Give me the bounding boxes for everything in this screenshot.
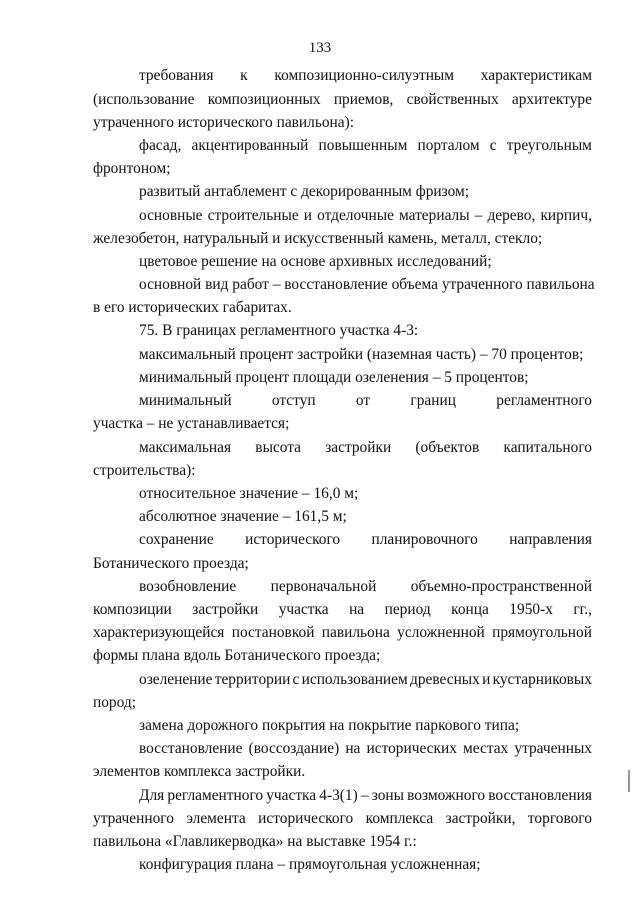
word: минимальный (139, 392, 232, 409)
text-line: железобетон, натуральный и искусственный камень, металл, стекло; (93, 230, 543, 247)
word: фасад, (139, 137, 182, 154)
word: регламентного (167, 787, 264, 804)
text-line (93, 601, 592, 619)
text-line (139, 207, 592, 225)
word: дерево, (487, 207, 536, 224)
text-line: фронтоном; (93, 160, 171, 177)
text-line: павильона «Главликерводка» на выставке 1954 г.: (93, 833, 417, 850)
word: и (303, 207, 313, 224)
word: павильона (321, 624, 390, 641)
word: утраченных (514, 740, 592, 757)
text-line: максимальный процент застройки (наземная часть) – 70 процентов; (139, 346, 584, 363)
word: утраченного (93, 810, 174, 827)
word: гг., (573, 601, 592, 618)
word: с (489, 137, 497, 154)
word: приемов, (333, 91, 394, 108)
word: треугольным (506, 137, 592, 154)
word: исторического (258, 810, 354, 827)
word: композиции (93, 601, 172, 618)
word: 4-3(1) (319, 787, 358, 804)
text-line (139, 439, 592, 457)
text-line: участка – не устанавливается; (93, 415, 290, 432)
text-line (139, 671, 592, 689)
word: высота (255, 439, 301, 456)
text-line: утраченного исторического павильона): (93, 114, 355, 131)
text-line: Ботанического проезда; (93, 555, 249, 572)
word: композиционно-силуэтным (274, 67, 455, 84)
word: комплекса (365, 810, 434, 827)
word: с (292, 671, 300, 688)
word: возобновление (139, 578, 237, 595)
text-line: конфигурация плана – прямоугольная усложненная; (139, 856, 481, 873)
word: на (345, 740, 361, 757)
word: застройки (325, 439, 392, 456)
word: первоначальной (270, 578, 377, 595)
word: 1950-х (509, 601, 553, 618)
text-line (139, 67, 592, 85)
word: исторического (245, 531, 341, 548)
word: древесных (409, 671, 480, 688)
text-line: развитый антаблемент с декорированным фризом; (139, 183, 470, 200)
word: конца (451, 601, 489, 618)
text-line: 75. В границах регламентного участка 4-3: (139, 322, 419, 339)
text-line: пород; (93, 694, 136, 711)
word: архитектуре (511, 91, 592, 108)
word: использованием (301, 671, 408, 688)
word: порталом (417, 137, 480, 154)
word: восстановления (488, 787, 592, 804)
word: – (360, 787, 369, 804)
text-line (93, 810, 592, 828)
word: зоны (371, 787, 404, 804)
word: регламентного (496, 392, 592, 409)
word: исторических (366, 740, 457, 757)
word: постановкой (231, 624, 315, 641)
word: Для (139, 787, 165, 804)
text-line (139, 740, 592, 758)
word: строительные (207, 207, 299, 224)
word: композиционных (207, 91, 321, 108)
word: отделочные (317, 207, 394, 224)
word: застройки, (445, 810, 516, 827)
word: кустарниковых (492, 671, 592, 688)
word: восстановление (139, 740, 243, 757)
text-line: относительное значение – 16,0 м; (139, 485, 359, 502)
text-line: замена дорожного покрытия на покрытие паркового типа; (139, 717, 520, 734)
word: – (474, 207, 483, 224)
text-line: основной вид работ – восстановление объема утраченного павильона (139, 276, 595, 293)
text-line (93, 624, 592, 642)
word: элемента (186, 810, 246, 827)
text-line (139, 531, 592, 549)
scan-margin-mark (628, 770, 630, 792)
word: капитального (503, 439, 592, 456)
word: к (240, 67, 248, 84)
text-line (93, 91, 592, 109)
word: направления (509, 531, 592, 548)
word: застройки (192, 601, 259, 618)
word: местах (463, 740, 509, 757)
word: (воссоздание) (248, 740, 340, 757)
word: сохранение (139, 531, 214, 548)
word: планировочного (371, 531, 478, 548)
text-line: строительства): (93, 462, 196, 479)
text-line (139, 787, 592, 805)
text-line: минимальный процент площади озеленения – 5 процентов; (139, 369, 529, 386)
word: кирпич, (540, 207, 592, 224)
word: участка (266, 787, 317, 804)
word: объемно-пространственной (410, 578, 592, 595)
word: на (349, 601, 365, 618)
word: возможного (407, 787, 486, 804)
word: повышенным (318, 137, 408, 154)
word: участка (278, 601, 329, 618)
word: отступ (271, 392, 316, 409)
word: озеленение (139, 671, 213, 688)
word: период (384, 601, 431, 618)
text-line: цветовое решение на основе архивных исследований; (139, 253, 492, 270)
word: основные (139, 207, 203, 224)
text-line (139, 392, 592, 410)
word: акцентированный (191, 137, 309, 154)
word: территории (214, 671, 291, 688)
text-line (139, 578, 592, 596)
word: материалы (399, 207, 470, 224)
text-line: формы плана вдоль Ботанического проезда; (93, 647, 381, 664)
text-line (139, 137, 592, 155)
word: (объектов (415, 439, 480, 456)
word: прямоугольной (492, 624, 592, 641)
word: торгового (527, 810, 592, 827)
word: (использование (93, 91, 195, 108)
text-line: абсолютное значение – 161,5 м; (139, 508, 347, 525)
word: свойственных (406, 91, 499, 108)
page-number: 133 (308, 40, 332, 56)
word: характеризующейся (93, 624, 225, 641)
word: усложненной (397, 624, 485, 641)
text-line: элементов комплекса застройки. (93, 763, 306, 780)
word: требования (139, 67, 214, 84)
word: от (355, 392, 371, 409)
text-line: в его исторических габаритах. (93, 299, 292, 316)
word: характеристикам (480, 67, 592, 84)
word: границ (410, 392, 456, 409)
word: и (482, 671, 491, 688)
word: максимальная (139, 439, 232, 456)
